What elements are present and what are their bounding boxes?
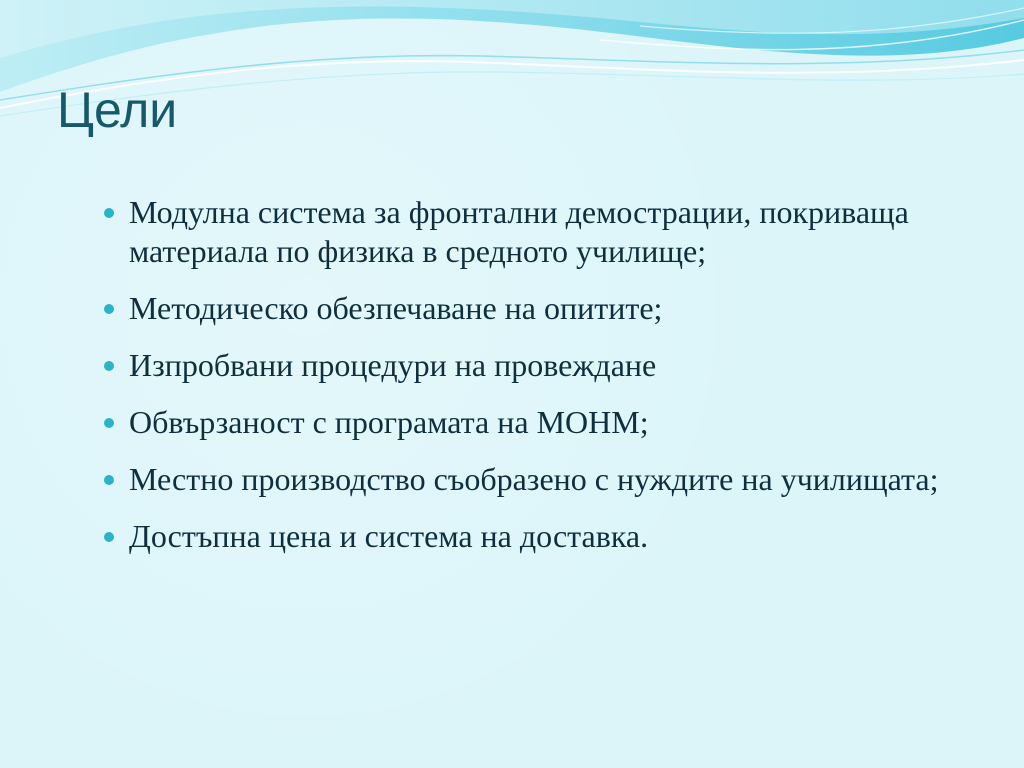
bullet-dot-icon <box>104 361 114 371</box>
list-item-text: Обвързаност с програмата на МОНМ; <box>129 404 649 440</box>
list-item <box>102 517 962 556</box>
list-item <box>102 403 962 442</box>
list-item-text: Достъпна цена и система на доставка. <box>129 518 649 554</box>
list-item-text: Модулна система за фронтални демострации, покриваща материала по физика в средното училище; <box>129 194 909 269</box>
bullet-dot-icon <box>104 304 114 314</box>
bullet-dot-icon <box>104 418 114 428</box>
bullet-dot-icon <box>104 208 114 218</box>
list-item <box>102 460 962 499</box>
list-item <box>102 346 962 385</box>
list-item-text: Изпробвани процедури на провеждане <box>129 347 657 383</box>
bullet-dot-icon <box>104 532 114 542</box>
slide-title: Цели <box>57 82 178 138</box>
list-item <box>102 193 962 271</box>
bullet-list <box>102 193 962 574</box>
bullet-dot-icon <box>104 475 114 485</box>
list-item-text: Методическо обезпечаване на опитите; <box>129 290 663 326</box>
list-item <box>102 289 962 328</box>
list-item-text: Местно производство съобразено с нуждите на училищата; <box>129 461 939 497</box>
